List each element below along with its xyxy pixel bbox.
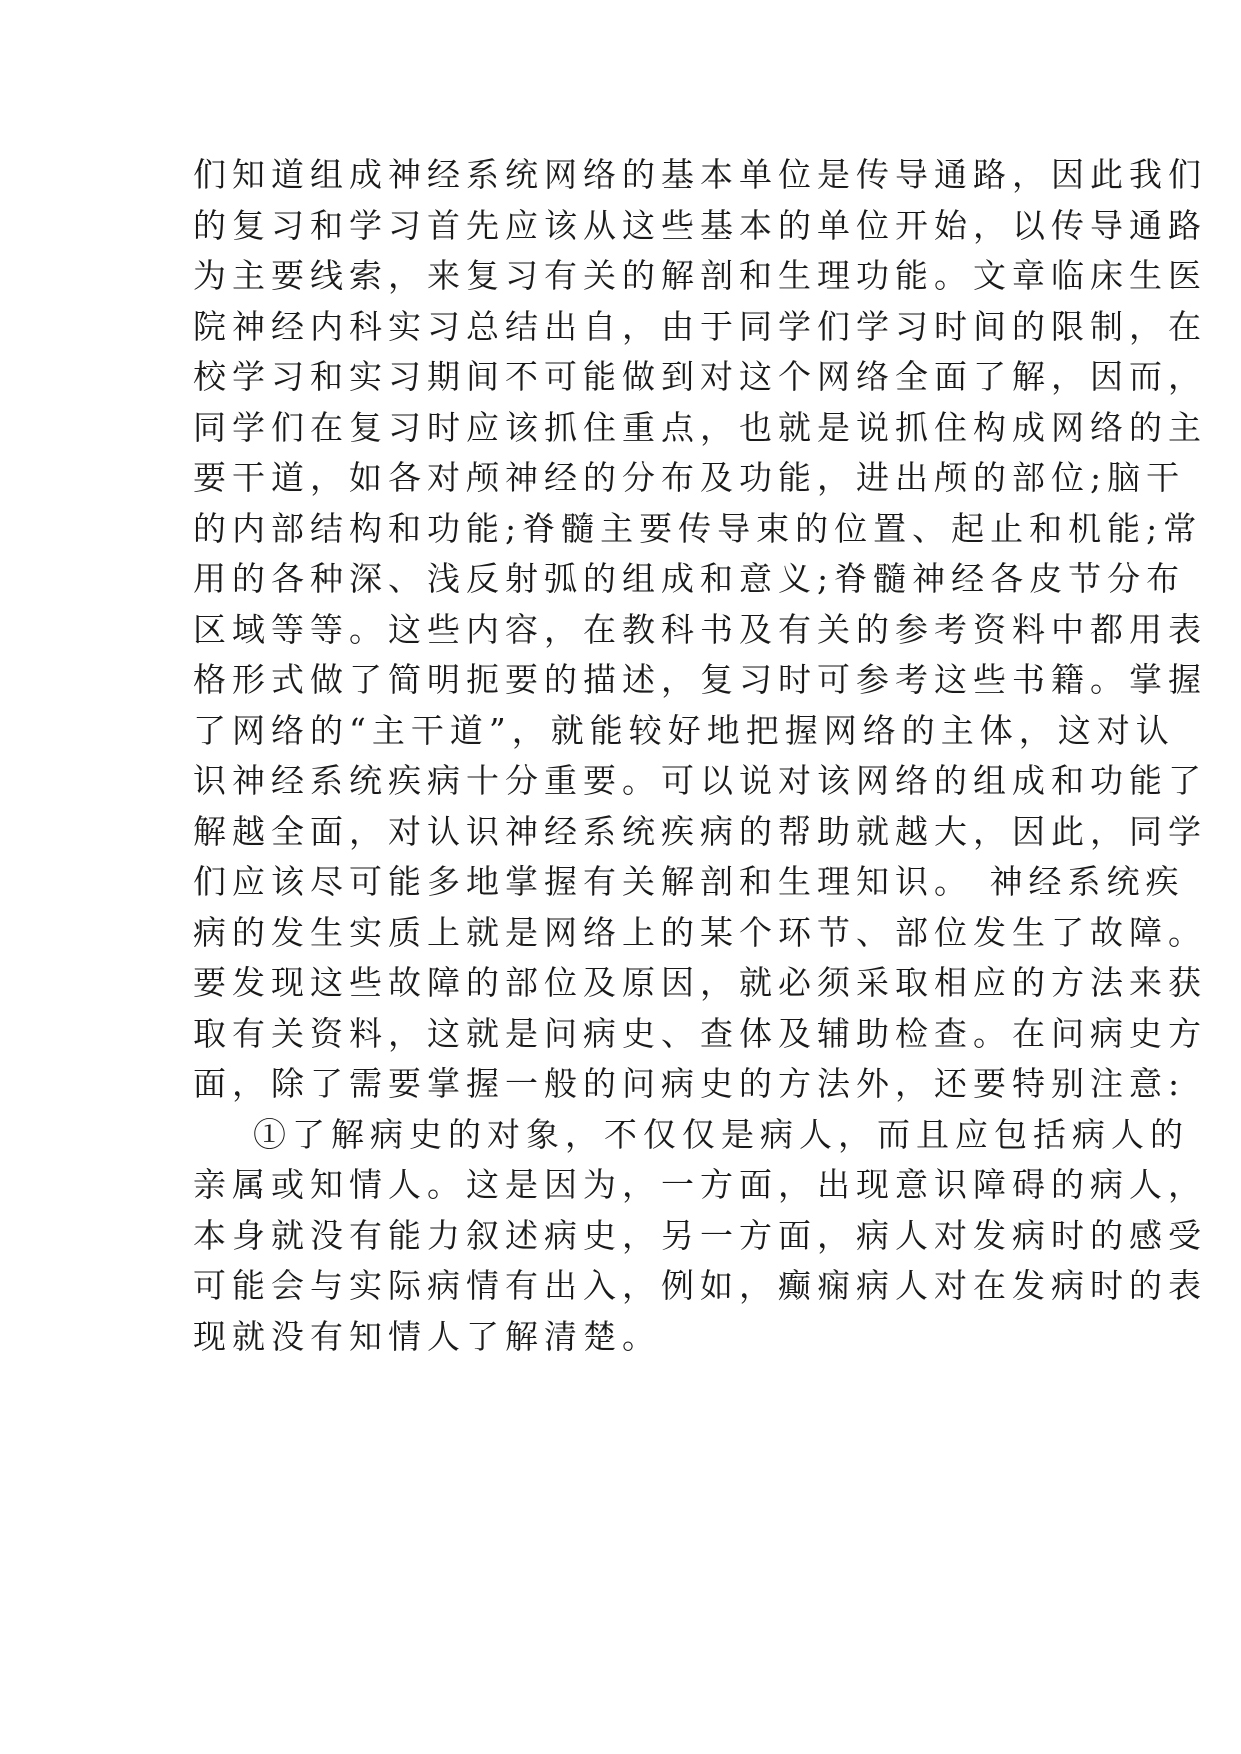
text-line: 校学习和实习期间不可能做到对这个网络全面了解，因而，	[193, 357, 1207, 396]
text-line: 区域等等。这些内容，在教科书及有关的参考资料中都用表	[193, 609, 1207, 649]
text-line: 的内部结构和功能;脊髓主要传导束的位置、起止和机能;常	[193, 508, 1203, 548]
text-line: 现就没有知情人了解清楚。	[193, 1316, 661, 1356]
paragraph-start-line: ①了解病史的对象，不仅仅是病人，而且应包括病人的	[253, 1114, 1189, 1154]
text-line: 们应该尽可能多地掌握有关解剖和生理知识。 神经系统疾	[193, 862, 1185, 901]
document-body	[193, 150, 1207, 1362]
text-line: 了网络的“主干道”，就能较好地把握网络的主体，这对认	[193, 710, 1175, 750]
text-line: 同学们在复习时应该抓住重点，也就是说抓住构成网络的主	[193, 407, 1207, 447]
text-line: 取有关资料，这就是问病史、查体及辅助检查。在问病史方	[193, 1013, 1207, 1053]
text-line: 解越全面，对认识神经系统疾病的帮助就越大，因此，同学	[193, 811, 1207, 851]
text-line: 们知道组成神经系统网络的基本单位是传导通路，因此我们	[193, 155, 1207, 194]
text-line: 格形式做了简明扼要的描述，复习时可参考这些书籍。掌握	[193, 660, 1207, 699]
text-line: 病的发生实质上就是网络上的某个环节、部位发生了故障。	[193, 912, 1207, 952]
text-line: 亲属或知情人。这是因为，一方面，出现意识障碍的病人，	[193, 1165, 1207, 1204]
text-line: 的复习和学习首先应该从这些基本的单位开始，以传导通路	[193, 205, 1207, 245]
text-line: 用的各种深、浅反射弧的组成和意义;脊髓神经各皮节分布	[193, 559, 1186, 598]
text-line: 识神经系统疾病十分重要。可以说对该网络的组成和功能了	[193, 761, 1207, 800]
text-line: 为主要线索，来复习有关的解剖和生理功能。文章临床生医	[193, 256, 1207, 295]
text-line: 可能会与实际病情有出入，例如，癫痫病人对在发病时的表	[193, 1266, 1207, 1305]
text-line: 本身就没有能力叙述病史，另一方面，病人对发病时的感受	[193, 1215, 1207, 1255]
text-line: 院神经内科实习总结出自，由于同学们学习时间的限制，在	[193, 306, 1207, 346]
text-line: 面，除了需要掌握一般的问病史的方法外，还要特别注意:	[193, 1064, 1186, 1103]
text-line: 要干道，如各对颅神经的分布及功能，进出颅的部位;脑干	[193, 458, 1186, 497]
text-line: 要发现这些故障的部位及原因，就必须采取相应的方法来获	[193, 963, 1207, 1002]
